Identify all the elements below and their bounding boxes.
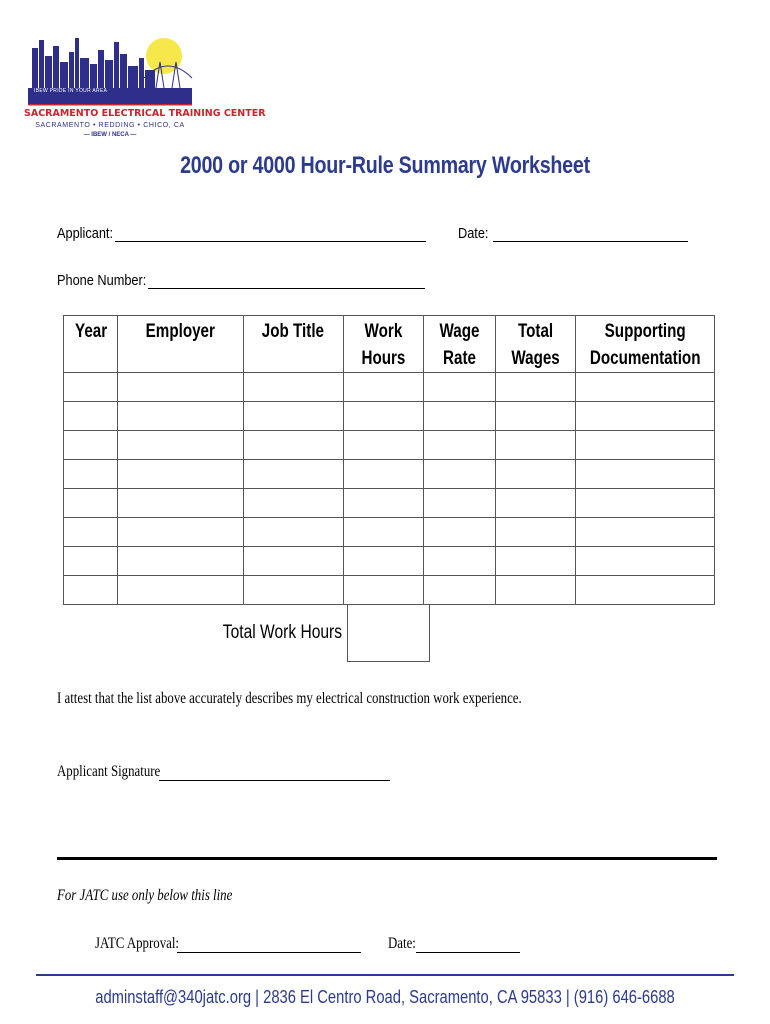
table-cell[interactable] [64, 431, 118, 460]
applicant-field[interactable] [115, 241, 426, 242]
signature-label: Applicant Signature [57, 763, 161, 780]
table-body [64, 373, 715, 605]
table-cell[interactable] [343, 576, 423, 605]
work-history-table [63, 315, 715, 605]
table-cell[interactable] [64, 373, 118, 402]
jatc-use-note: For JATC use only below this line [57, 887, 233, 904]
jatc-approval-label: JATC Approval: [95, 935, 179, 952]
table-cell[interactable] [423, 547, 495, 576]
logo-organization-name: SACRAMENTO ELECTRICAL TRAINING CENTER [24, 108, 266, 119]
table-cell[interactable] [423, 576, 495, 605]
logo-affiliation: — IBEW / NECA — [83, 132, 137, 138]
jatc-approval-field[interactable] [177, 952, 361, 953]
table-cell[interactable] [343, 489, 423, 518]
table-cell[interactable] [64, 547, 118, 576]
table-cell[interactable] [343, 373, 423, 402]
table-cell[interactable] [118, 547, 243, 576]
table-cell[interactable] [118, 518, 243, 547]
column-header-total-wages: Total Wages [495, 316, 575, 373]
table-cell[interactable] [495, 547, 575, 576]
table-cell[interactable] [64, 518, 118, 547]
table-cell[interactable] [243, 431, 343, 460]
footer-contact: adminstaff@340jatc.org | 2836 El Centro Road, Sacramento, CA 95833 | (916) 646-6688 [95, 987, 675, 1007]
table-header-row [64, 316, 715, 373]
column-header-supporting-documentation: Supporting Documentation [575, 316, 714, 373]
table-cell[interactable] [495, 431, 575, 460]
date-field[interactable] [493, 241, 688, 242]
column-header-job-title: Job Title [243, 316, 343, 373]
table-cell[interactable] [243, 518, 343, 547]
table-cell[interactable] [243, 547, 343, 576]
table-cell[interactable] [343, 547, 423, 576]
table-cell[interactable] [575, 402, 714, 431]
table-cell[interactable] [343, 518, 423, 547]
phone-field[interactable] [148, 288, 425, 289]
table-cell[interactable] [343, 402, 423, 431]
table-cell[interactable] [575, 489, 714, 518]
table-cell[interactable] [495, 518, 575, 547]
page-title: 2000 or 4000 Hour-Rule Summary Worksheet [180, 152, 590, 179]
table-cell[interactable] [423, 489, 495, 518]
table-cell[interactable] [118, 431, 243, 460]
footer-divider [36, 974, 734, 976]
table-cell[interactable] [495, 402, 575, 431]
applicant-label: Applicant: [57, 225, 113, 242]
table-cell[interactable] [243, 489, 343, 518]
phone-label: Phone Number: [57, 272, 147, 289]
table-cell[interactable] [575, 373, 714, 402]
table-cell[interactable] [423, 373, 495, 402]
table-cell[interactable] [423, 518, 495, 547]
date-label: Date: [458, 225, 489, 242]
table-cell[interactable] [343, 431, 423, 460]
signature-field[interactable] [159, 780, 390, 781]
total-work-hours-field[interactable] [347, 605, 430, 662]
table-cell[interactable] [575, 576, 714, 605]
jatc-date-label: Date: [388, 935, 416, 952]
table-row [64, 518, 715, 547]
table-cell[interactable] [64, 460, 118, 489]
column-header-employer: Employer [118, 316, 243, 373]
table-cell[interactable] [243, 460, 343, 489]
table-cell[interactable] [495, 373, 575, 402]
table-cell[interactable] [243, 373, 343, 402]
table-cell[interactable] [495, 460, 575, 489]
table-cell[interactable] [575, 518, 714, 547]
logo-tagline: IBEW PRIDE IN YOUR AREA [34, 88, 108, 94]
table-cell[interactable] [118, 460, 243, 489]
table-cell[interactable] [575, 547, 714, 576]
table-cell[interactable] [64, 576, 118, 605]
total-work-hours-label: Total Work Hours [222, 622, 342, 643]
table-cell[interactable] [575, 460, 714, 489]
table-cell[interactable] [423, 460, 495, 489]
table-cell[interactable] [343, 460, 423, 489]
column-header-year: Year [64, 316, 118, 373]
table-cell[interactable] [118, 373, 243, 402]
table-row [64, 547, 715, 576]
table-row [64, 402, 715, 431]
column-header-wage-rate: Wage Rate [423, 316, 495, 373]
attestation-text: I attest that the list above accurately describes my electrical construction work experience. [57, 690, 522, 707]
table-cell[interactable] [64, 489, 118, 518]
table-row [64, 576, 715, 605]
table-cell[interactable] [575, 431, 714, 460]
table-cell[interactable] [243, 576, 343, 605]
table-row [64, 431, 715, 460]
table-row [64, 460, 715, 489]
table-cell[interactable] [118, 576, 243, 605]
table-row [64, 489, 715, 518]
table-cell[interactable] [64, 402, 118, 431]
table-cell[interactable] [423, 431, 495, 460]
section-divider [57, 857, 717, 860]
jatc-date-field[interactable] [416, 952, 520, 953]
table-cell[interactable] [118, 489, 243, 518]
table-cell[interactable] [243, 402, 343, 431]
table-cell[interactable] [423, 402, 495, 431]
column-header-work-hours: Work Hours [343, 316, 423, 373]
table-cell[interactable] [118, 402, 243, 431]
table-cell[interactable] [495, 576, 575, 605]
table-row [64, 373, 715, 402]
table-cell[interactable] [495, 489, 575, 518]
logo-cities: SACRAMENTO • REDDING • CHICO, CA [35, 122, 185, 129]
